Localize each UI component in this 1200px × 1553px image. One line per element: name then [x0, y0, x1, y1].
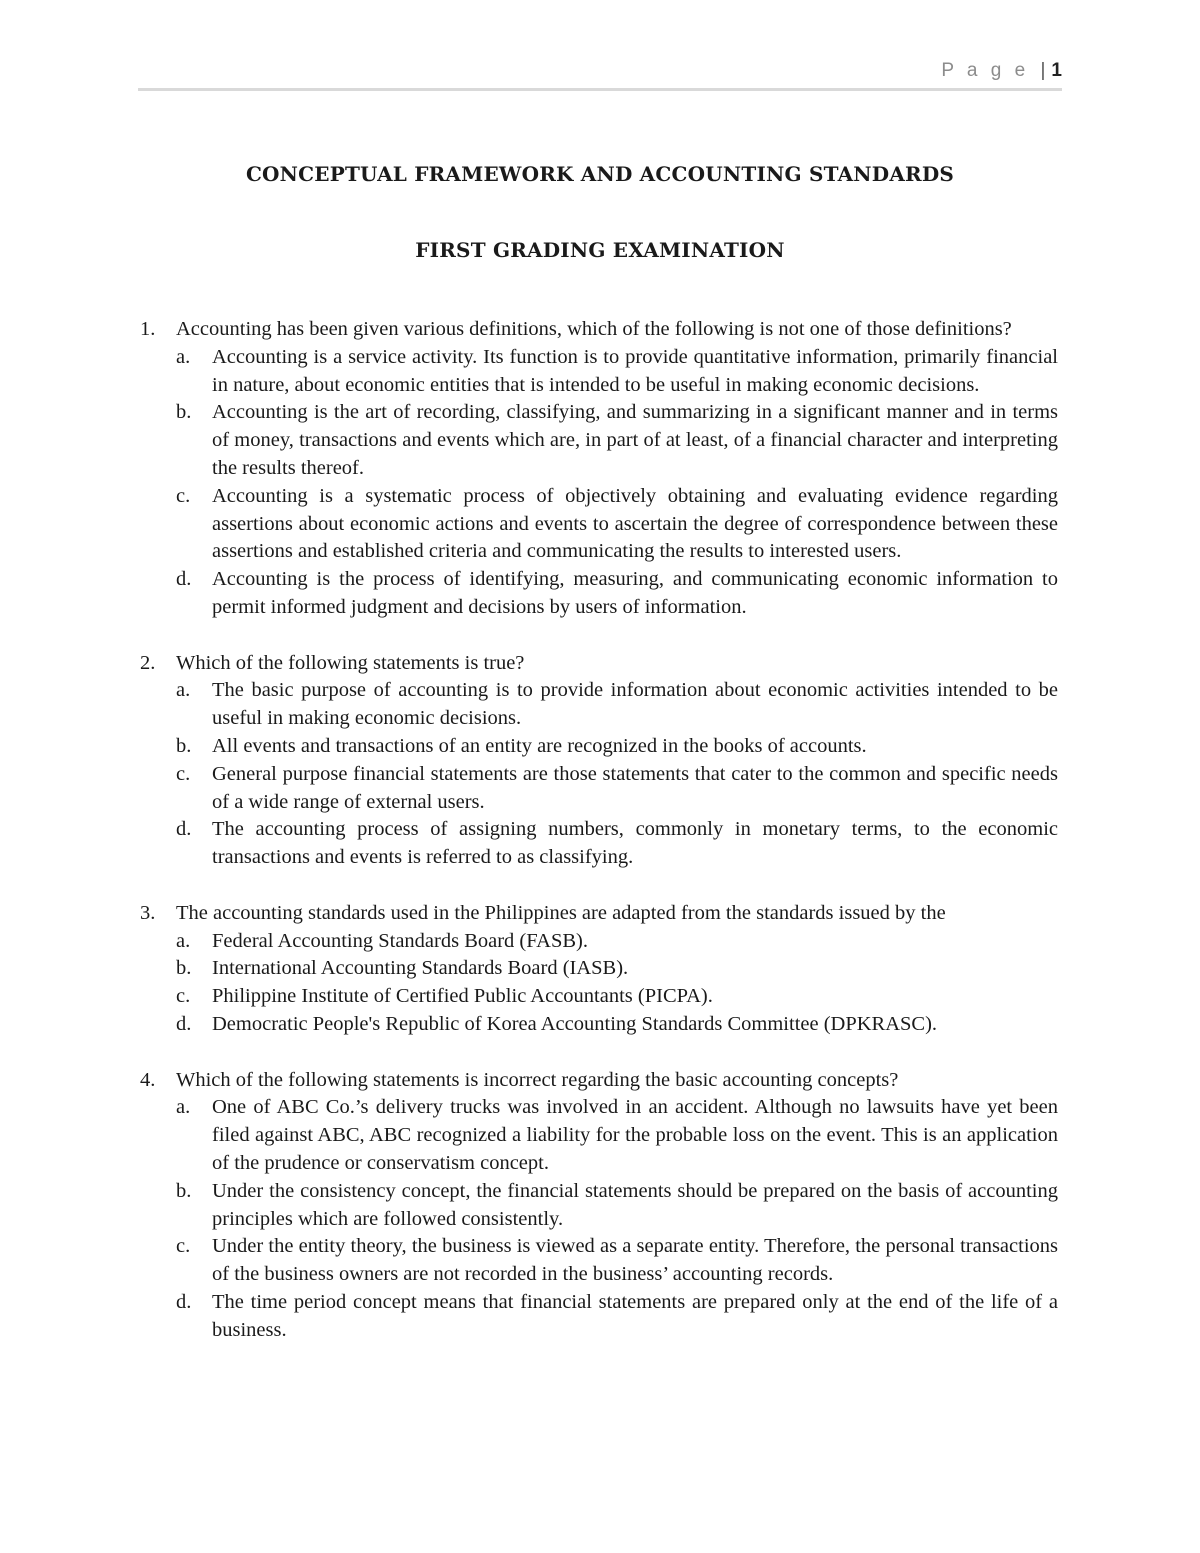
option-text: The time period concept means that financial statements are prepared only at the end of the life of a business.	[212, 1290, 1058, 1341]
option-text: Accounting is the process of identifying, measuring, and communicating economic information to permit informed judgment and decisions by users of information.	[212, 568, 1058, 618]
option-label: c.	[176, 1235, 191, 1258]
question-number: 2.	[140, 651, 156, 674]
option-a	[176, 928, 1058, 956]
option-list	[176, 344, 1058, 622]
option-d	[176, 816, 1058, 872]
option-label: c.	[176, 484, 191, 507]
option-list	[176, 928, 1058, 1039]
document-subtitle: FIRST GRADING EXAMINATION	[415, 238, 785, 262]
option-label: a.	[176, 345, 191, 368]
option-c	[176, 1233, 1058, 1289]
option-list	[176, 1094, 1058, 1344]
option-label: d.	[176, 1290, 192, 1313]
option-c	[176, 983, 1058, 1011]
option-d	[176, 1011, 1058, 1039]
question-number: 1.	[140, 318, 156, 340]
option-text: All events and transactions of an entity are recognized in the books of accounts.	[212, 734, 867, 757]
option-label: b.	[176, 1179, 192, 1202]
option-b	[176, 399, 1058, 482]
page-number: 1	[1051, 60, 1062, 81]
page-separator: |	[1040, 60, 1046, 81]
question-2	[138, 650, 1058, 872]
option-b	[176, 733, 1058, 761]
option-text: Democratic People's Republic of Korea Accounting Standards Committee (DPKRASC).	[212, 1012, 938, 1035]
option-label: d.	[176, 568, 192, 591]
option-d	[176, 566, 1058, 622]
option-text: The basic purpose of accounting is to provide information about economic activities intended to be useful in making economic decisions.	[212, 679, 1058, 730]
option-text: International Accounting Standards Board (IASB).	[212, 957, 629, 980]
option-text: The accounting process of assigning numbers, commonly in monetary terms, to the economic transactions and events is referred to as classifying.	[212, 818, 1058, 869]
question-text: Which of the following statements is true?	[176, 651, 525, 674]
option-a	[176, 677, 1058, 733]
option-label: a.	[176, 929, 191, 952]
option-d	[176, 1289, 1058, 1345]
option-label: a.	[176, 679, 191, 702]
question-number: 4.	[140, 1068, 156, 1091]
option-c	[176, 483, 1058, 566]
option-text: Philippine Institute of Certified Public Accountants (PICPA).	[212, 985, 713, 1008]
option-label: c.	[176, 762, 191, 785]
question-1	[138, 316, 1058, 622]
option-label: b.	[176, 957, 192, 980]
question-text: Which of the following statements is incorrect regarding the basic accounting concepts?	[176, 1068, 899, 1091]
option-text: General purpose financial statements are those statements that cater to the common and specific needs of a wide range of external users.	[212, 762, 1058, 813]
page-number-label	[941, 60, 1062, 82]
option-label: b.	[176, 401, 192, 424]
option-c	[176, 761, 1058, 817]
option-label: d.	[176, 818, 192, 841]
option-b	[176, 1178, 1058, 1234]
option-label: c.	[176, 985, 191, 1008]
option-text: Federal Accounting Standards Board (FASB).	[212, 929, 588, 952]
option-list	[176, 677, 1058, 872]
question-list	[138, 316, 1058, 1372]
page-header	[138, 58, 1062, 91]
question-text: The accounting standards used in the Philippines are adapted from the standards issued by the	[176, 901, 946, 924]
option-label: a.	[176, 1096, 191, 1119]
option-text: One of ABC Co.’s delivery trucks was involved in an accident. Although no lawsuits have yet been filed against ABC, ABC recognized a liability for the probable loss on the event. This is an application of the prudence or conservatism concept.	[212, 1096, 1058, 1174]
question-text: Accounting has been given various definitions, which of the following is not one of those definitions?	[176, 318, 1012, 340]
option-a	[176, 344, 1058, 400]
page-label: P a g e	[941, 60, 1030, 81]
option-b	[176, 955, 1058, 983]
option-text: Under the consistency concept, the financial statements should be prepared on the basis of accounting principles which are followed consistently.	[212, 1179, 1058, 1230]
question-3	[138, 900, 1058, 1039]
question-number: 3.	[140, 901, 156, 924]
option-label: d.	[176, 1012, 192, 1035]
option-text: Accounting is the art of recording, classifying, and summarizing in a significant manner and in terms of money, transactions and events which are, in part of at least, of a financial character and interpreting the results thereof.	[212, 401, 1058, 479]
option-a	[176, 1094, 1058, 1177]
document-title: CONCEPTUAL FRAMEWORK AND ACCOUNTING STANDARDS	[245, 162, 955, 186]
question-4	[138, 1067, 1058, 1345]
option-text: Accounting is a systematic process of objectively obtaining and evaluating evidence regarding assertions about economic actions and events to ascertain the degree of correspondence between these assertions and established criteria and communicating the results to interested users.	[212, 484, 1058, 563]
option-text: Accounting is a service activity. Its function is to provide quantitative information, primarily financial in nature, about economic entities that is intended to be useful in making economic decisions.	[212, 345, 1058, 396]
option-text: Under the entity theory, the business is viewed as a separate entity. Therefore, the personal transactions of the business owners are not recorded in the business’ accounting records.	[212, 1235, 1058, 1286]
option-label: b.	[176, 734, 192, 757]
